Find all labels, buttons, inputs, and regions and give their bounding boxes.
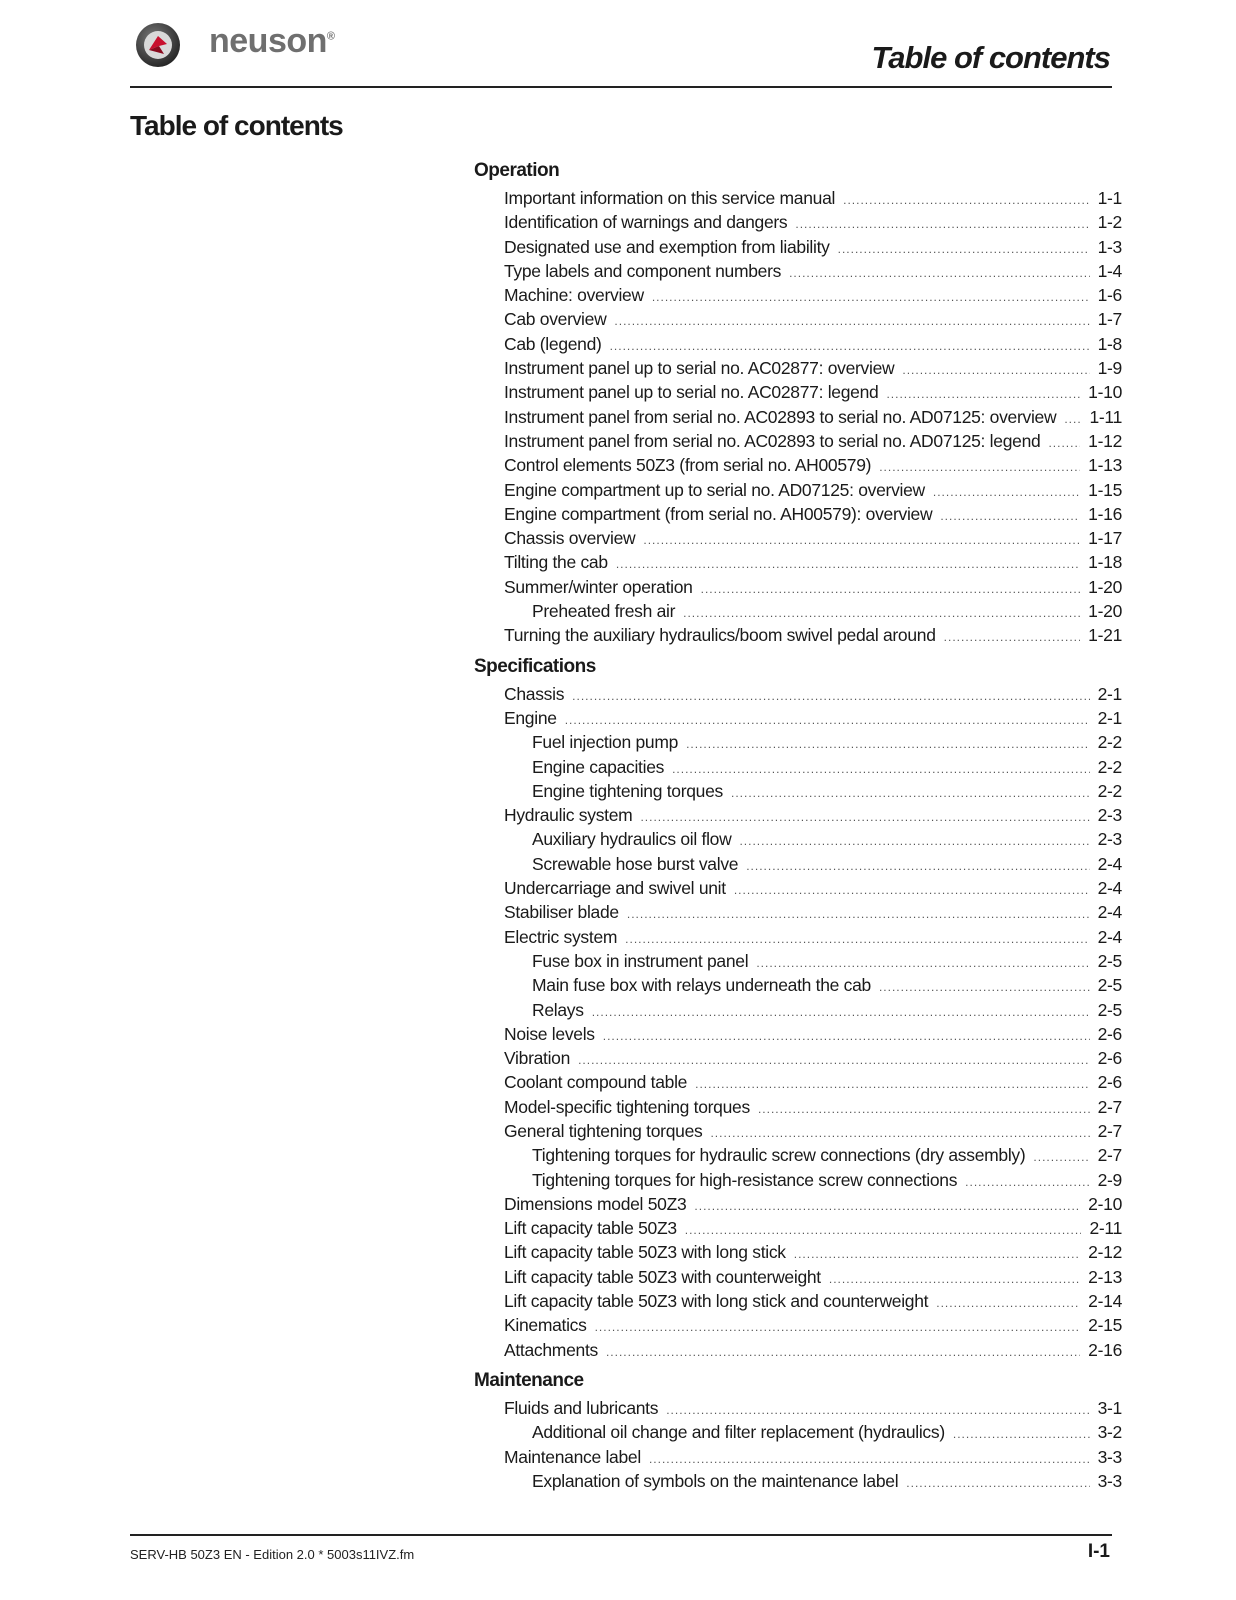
toc-entry-title: Instrument panel up to serial no. AC02877: overview: [504, 358, 895, 379]
toc-entry[interactable]: [474, 706, 1122, 730]
toc-entry-title: Model-specific tightening torques: [504, 1096, 750, 1117]
toc-entry-title: Instrument panel from serial no. AC02893 to serial no. AD07125: overview: [504, 406, 1057, 427]
toc-entry-page: 2-2: [1097, 732, 1122, 753]
toc-entry-page: 1-17: [1088, 528, 1122, 549]
toc-entry-page: 2-1: [1097, 683, 1122, 704]
toc-entry[interactable]: [474, 623, 1122, 647]
toc-entry-page: 1-20: [1088, 576, 1122, 597]
table-of-contents: [474, 158, 1122, 1499]
toc-dot-leader: [616, 552, 1080, 576]
toc-entry-title: Instrument panel up to serial no. AC02877: legend: [504, 382, 879, 403]
toc-entry[interactable]: [474, 803, 1122, 827]
toc-entry-page: 1-16: [1088, 503, 1122, 524]
toc-dot-leader: [906, 1471, 1089, 1495]
toc-entry-page: 2-2: [1097, 780, 1122, 801]
toc-entry-title: Maintenance label: [504, 1446, 641, 1467]
toc-dot-leader: [739, 829, 1089, 853]
toc-entry-page: 1-1: [1097, 188, 1122, 208]
toc-entry-page: 3-1: [1097, 1397, 1122, 1418]
toc-entry-title: Undercarriage and swivel unit: [504, 878, 726, 899]
toc-entry-page: 2-16: [1088, 1339, 1122, 1360]
toc-dot-leader: [789, 261, 1090, 285]
toc-entry[interactable]: [474, 1313, 1122, 1337]
toc-entry-title: Summer/winter operation: [504, 576, 693, 597]
toc-dot-leader: [953, 1422, 1090, 1446]
toc-entry-title: Electric system: [504, 926, 618, 947]
toc-entry-page: 3-3: [1097, 1470, 1122, 1491]
toc-entry-page: 2-4: [1097, 878, 1122, 899]
toc-entry-page: 3-2: [1097, 1422, 1122, 1443]
toc-dot-leader: [940, 504, 1080, 528]
toc-entry-title: Engine compartment (from serial no. AH00579): overview: [504, 503, 933, 524]
toc-entry-title: Coolant compound table: [504, 1072, 688, 1093]
toc-dot-leader: [965, 1170, 1089, 1194]
toc-entry[interactable]: [474, 332, 1122, 356]
toc-entry-title: Engine compartment up to serial no. AD07125: overview: [504, 479, 925, 500]
toc-dot-leader: [734, 878, 1090, 902]
toc-entry-title: Machine: overview: [504, 285, 644, 306]
toc-dot-leader: [625, 927, 1089, 951]
toc-dot-leader: [843, 188, 1089, 212]
toc-entry-title: Lift capacity table 50Z3: [504, 1218, 677, 1239]
toc-dot-leader: [614, 309, 1089, 333]
toc-section: [474, 654, 1122, 1362]
toc-dot-leader: [610, 334, 1090, 358]
toc-dot-leader: [578, 1048, 1090, 1072]
toc-dot-leader: [829, 1267, 1080, 1291]
toc-entry-title: Chassis overview: [504, 528, 636, 549]
toc-dot-leader: [710, 1121, 1089, 1145]
toc-entry[interactable]: [474, 900, 1122, 924]
toc-entry[interactable]: [474, 429, 1122, 453]
toc-entry[interactable]: [474, 186, 1122, 210]
toc-section: [474, 158, 1122, 648]
toc-entry-page: 1-12: [1088, 430, 1122, 451]
toc-entry[interactable]: [474, 1095, 1122, 1119]
toc-entry-page: 1-21: [1088, 625, 1122, 646]
toc-entry[interactable]: [474, 1420, 1122, 1444]
toc-entry-page: 1-13: [1088, 455, 1122, 476]
toc-entry[interactable]: [474, 405, 1122, 429]
toc-entry-title: Tilting the cab: [504, 552, 608, 573]
toc-entry-title: Engine capacities: [532, 756, 665, 777]
toc-entry[interactable]: [474, 283, 1122, 307]
toc-dot-leader: [879, 975, 1090, 999]
toc-section-heading: Maintenance: [474, 1369, 584, 1391]
toc-dot-leader: [1048, 431, 1080, 455]
toc-entry-page: 2-10: [1088, 1193, 1122, 1214]
toc-entry-page: 2-11: [1089, 1218, 1122, 1239]
toc-entry[interactable]: [474, 1338, 1122, 1362]
brand-logo: [135, 22, 335, 68]
toc-dot-leader: [640, 805, 1089, 829]
toc-entry-title: Screwable hose burst valve: [532, 853, 739, 874]
toc-dot-leader: [649, 1447, 1090, 1471]
toc-entry-page: 2-6: [1097, 1023, 1122, 1044]
toc-dot-leader: [694, 1194, 1080, 1218]
toc-dot-leader: [746, 854, 1089, 878]
toc-entry[interactable]: [474, 1022, 1122, 1046]
toc-dot-leader: [592, 1000, 1090, 1024]
toc-entry[interactable]: [474, 356, 1122, 380]
toc-entry-page: 2-5: [1097, 950, 1122, 971]
toc-entry-title: Fluids and lubricants: [504, 1397, 659, 1418]
toc-entry[interactable]: [474, 502, 1122, 526]
toc-entry[interactable]: [474, 1289, 1122, 1313]
toc-dot-leader: [838, 237, 1090, 261]
toc-entry[interactable]: [474, 827, 1122, 851]
toc-entry-title: Main fuse box with relays underneath the cab: [532, 975, 871, 996]
toc-dot-leader: [794, 1242, 1080, 1266]
toc-entry[interactable]: [474, 478, 1122, 502]
toc-entry-title: Preheated fresh air: [532, 601, 676, 622]
toc-entry-page: 2-5: [1097, 975, 1122, 996]
toc-entry-title: Dimensions model 50Z3: [504, 1193, 687, 1214]
toc-dot-leader: [683, 601, 1080, 625]
toc-entry-title: Engine: [504, 707, 557, 728]
toc-dot-leader: [643, 528, 1080, 552]
toc-entry[interactable]: [474, 259, 1122, 283]
toc-entry-title: Lift capacity table 50Z3 with long stick: [504, 1242, 786, 1263]
toc-entry[interactable]: [474, 852, 1122, 876]
toc-dot-leader: [936, 1291, 1080, 1315]
toc-section-heading: Operation: [474, 160, 560, 181]
toc-entry-title: Relays: [532, 999, 584, 1020]
toc-entry-title: Type labels and component numbers: [504, 260, 782, 281]
toc-entry[interactable]: [474, 1192, 1122, 1216]
toc-entry[interactable]: [474, 1046, 1122, 1070]
toc-entry-page: 2-9: [1097, 1169, 1122, 1190]
toc-entry[interactable]: [474, 1396, 1122, 1420]
toc-entry-page: 1-10: [1088, 382, 1122, 403]
toc-dot-leader: [886, 382, 1080, 406]
toc-dot-leader: [672, 757, 1090, 781]
toc-entry-title: Hydraulic system: [504, 805, 633, 826]
toc-entry-title: Designated use and exemption from liability: [504, 236, 830, 257]
toc-entry[interactable]: [474, 453, 1122, 477]
toc-entry-title: Additional oil change and filter replacement (hydraulics): [532, 1422, 945, 1443]
toc-entry-page: 1-9: [1097, 358, 1122, 379]
toc-entry-page: 2-5: [1097, 999, 1122, 1020]
toc-entry[interactable]: [474, 1119, 1122, 1143]
toc-entry-title: Kinematics: [504, 1315, 587, 1336]
toc-entry[interactable]: [474, 779, 1122, 803]
toc-section-heading: Specifications: [474, 655, 596, 677]
toc-entry-page: 2-15: [1088, 1315, 1122, 1336]
neuson-logo-icon: [135, 22, 181, 68]
toc-entry[interactable]: [474, 575, 1122, 599]
toc-entry-title: Fuel injection pump: [532, 732, 679, 753]
toc-dot-leader: [758, 1097, 1090, 1121]
toc-entry[interactable]: [474, 380, 1122, 404]
toc-entry-page: 2-1: [1097, 707, 1122, 728]
toc-entry-page: 1-8: [1097, 333, 1122, 354]
footer-page-number: I-1: [1087, 1541, 1110, 1562]
toc-entry-title: Turning the auxiliary hydraulics/boom swivel pedal around: [504, 625, 936, 646]
toc-entry-page: 1-2: [1097, 212, 1122, 233]
toc-dot-leader: [1064, 407, 1081, 431]
toc-dot-leader: [701, 577, 1081, 601]
toc-entry-page: 2-4: [1097, 926, 1122, 947]
toc-dot-leader: [666, 1398, 1089, 1422]
toc-entry-page: 2-4: [1097, 853, 1122, 874]
toc-entry-page: 2-14: [1088, 1291, 1122, 1312]
toc-dot-leader: [572, 684, 1089, 708]
toc-entry-title: Attachments: [504, 1339, 598, 1360]
toc-section: [474, 1368, 1122, 1493]
toc-dot-leader: [565, 708, 1090, 732]
toc-dot-leader: [944, 625, 1081, 649]
page-title: Table of contents: [130, 110, 343, 141]
toc-entry[interactable]: [474, 998, 1122, 1022]
toc-dot-leader: [933, 480, 1080, 504]
toc-entry-title: Important information on this service manual: [504, 188, 836, 208]
toc-entry[interactable]: [474, 973, 1122, 997]
toc-entry[interactable]: [474, 730, 1122, 754]
toc-dot-leader: [595, 1315, 1081, 1339]
toc-dot-leader: [695, 1072, 1089, 1096]
toc-entry-page: 2-6: [1097, 1048, 1122, 1069]
toc-dot-leader: [652, 285, 1090, 309]
toc-entry-page: 1-4: [1097, 260, 1122, 281]
toc-entry[interactable]: [474, 949, 1122, 973]
toc-entry[interactable]: [474, 1445, 1122, 1469]
toc-entry[interactable]: [474, 599, 1122, 623]
toc-dot-leader: [606, 1340, 1080, 1364]
toc-entry-page: 1-18: [1088, 552, 1122, 573]
toc-entry-title: Lift capacity table 50Z3 with counterweight: [504, 1266, 821, 1287]
toc-entry-title: Instrument panel from serial no. AC02893 to serial no. AD07125: legend: [504, 430, 1041, 451]
toc-entry-title: Control elements 50Z3 (from serial no. AH00579): [504, 455, 872, 476]
toc-entry-title: Explanation of symbols on the maintenance label: [532, 1470, 899, 1491]
toc-dot-leader: [603, 1024, 1090, 1048]
toc-dot-leader: [731, 781, 1090, 805]
toc-entry[interactable]: [474, 925, 1122, 949]
toc-entry[interactable]: [474, 755, 1122, 779]
toc-dot-leader: [627, 902, 1090, 926]
toc-entry[interactable]: [474, 876, 1122, 900]
toc-entry-page: 2-3: [1097, 805, 1122, 826]
toc-entry-page: 2-13: [1088, 1266, 1122, 1287]
toc-entry[interactable]: [474, 1469, 1122, 1493]
toc-dot-leader: [1033, 1145, 1089, 1169]
toc-dot-leader: [902, 358, 1089, 382]
toc-dot-leader: [686, 732, 1090, 756]
header-divider: [130, 86, 1112, 88]
toc-entry-title: Vibration: [504, 1048, 571, 1069]
toc-entry-title: Fuse box in instrument panel: [532, 950, 749, 971]
toc-entry-page: 2-3: [1097, 829, 1122, 850]
toc-entry-title: General tightening torques: [504, 1120, 703, 1141]
toc-entry-page: 2-6: [1097, 1072, 1122, 1093]
toc-entry-title: Cab overview: [504, 309, 607, 330]
toc-entry-page: 2-7: [1097, 1145, 1122, 1166]
toc-dot-leader: [756, 951, 1089, 975]
toc-entry-title: Engine tightening torques: [532, 780, 723, 801]
toc-entry-page: 1-3: [1097, 236, 1122, 257]
toc-entry-page: 2-4: [1097, 902, 1122, 923]
toc-entry-title: Lift capacity table 50Z3 with long stick and counterweight: [504, 1291, 929, 1312]
toc-entry-page: 1-7: [1097, 309, 1122, 330]
toc-entry[interactable]: [474, 1265, 1122, 1289]
toc-entry-page: 1-11: [1089, 406, 1122, 427]
toc-entry-title: Identification of warnings and dangers: [504, 212, 788, 233]
toc-entry-title: Chassis: [504, 683, 565, 704]
toc-entry-page: 1-20: [1088, 601, 1122, 622]
toc-entry-title: Auxiliary hydraulics oil flow: [532, 829, 732, 850]
toc-entry-page: 2-7: [1097, 1120, 1122, 1141]
toc-entry-page: 1-6: [1097, 285, 1122, 306]
toc-entry-title: Stabiliser blade: [504, 902, 619, 923]
toc-entry[interactable]: [474, 1216, 1122, 1240]
footer-divider: [130, 1534, 1112, 1536]
toc-entry-title: Tightening torques for hydraulic screw connections (dry assembly): [532, 1145, 1026, 1166]
toc-entry-title: Noise levels: [504, 1023, 595, 1044]
toc-entry[interactable]: [474, 210, 1122, 234]
toc-entry[interactable]: [474, 1143, 1122, 1167]
brand-wordmark: neuson®: [209, 21, 335, 60]
toc-entry[interactable]: [474, 1070, 1122, 1094]
toc-entry-page: 2-2: [1097, 756, 1122, 777]
toc-dot-leader: [685, 1218, 1082, 1242]
toc-dot-leader: [879, 455, 1080, 479]
toc-entry-page: 2-12: [1088, 1242, 1122, 1263]
header-title: Table of contents: [871, 40, 1110, 75]
toc-dot-leader: [795, 212, 1089, 236]
toc-entry[interactable]: [474, 550, 1122, 574]
toc-entry-page: 1-15: [1088, 479, 1122, 500]
toc-entry-page: 2-7: [1097, 1096, 1122, 1117]
toc-entry-title: Tightening torques for high-resistance screw connections: [532, 1169, 958, 1190]
toc-entry[interactable]: [474, 526, 1122, 550]
toc-entry[interactable]: [474, 307, 1122, 331]
toc-entry-page: 3-3: [1097, 1446, 1122, 1467]
toc-entry-title: Cab (legend): [504, 333, 602, 354]
footer-document-id: SERV-HB 50Z3 EN - Edition 2.0 * 5003s11IVZ.fm: [130, 1547, 415, 1562]
toc-entry[interactable]: [474, 682, 1122, 706]
toc-entry[interactable]: [474, 235, 1122, 259]
toc-entry[interactable]: [474, 1168, 1122, 1192]
toc-entry[interactable]: [474, 1240, 1122, 1264]
